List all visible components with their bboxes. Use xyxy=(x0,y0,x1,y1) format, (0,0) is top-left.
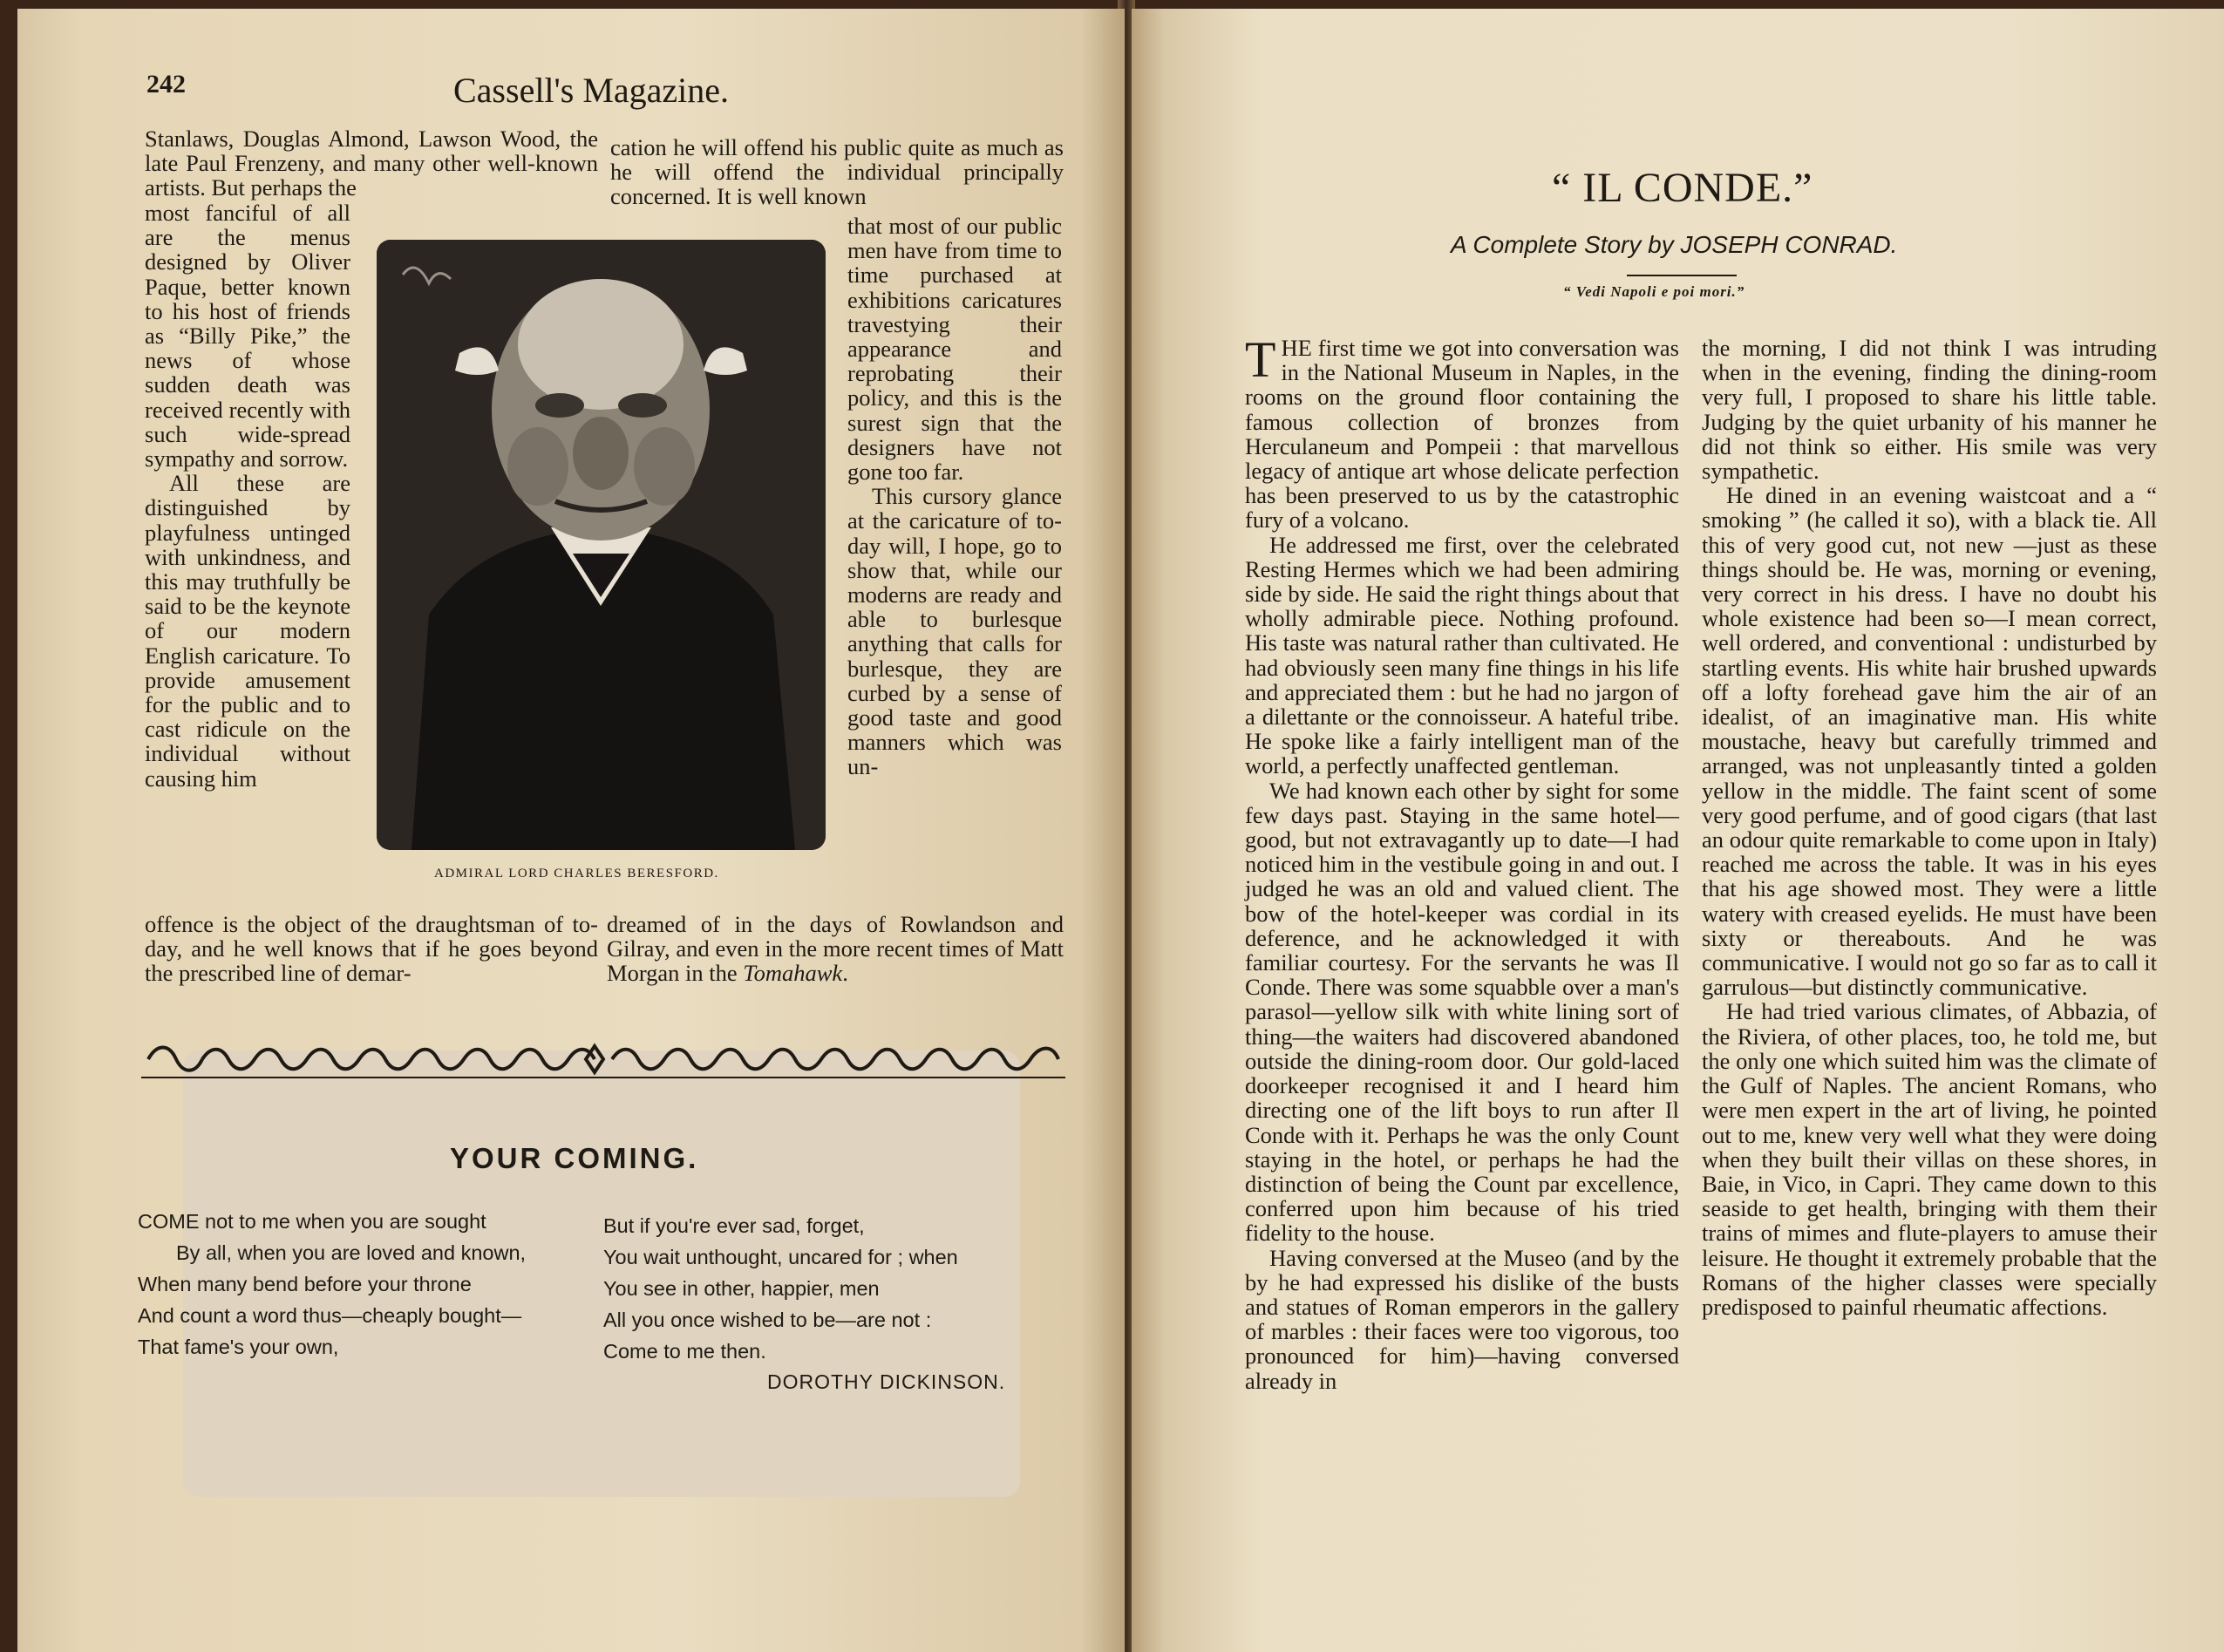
poem-line: You wait unthought, uncared for ; when xyxy=(603,1246,958,1268)
poem-line: And count a word thus—cheaply bought— xyxy=(138,1304,522,1327)
col1-top-text: Stanlaws, Douglas Almond, Lawson Wood, the late Paul Frenzeny, and many other well-known artists. But perhaps the xyxy=(145,126,598,201)
story-column-1 xyxy=(1245,331,1679,1394)
story-title: “ IL CONDE.” xyxy=(1552,165,1813,211)
paragraph: Having conversed at the Museo (and by the by he had expressed his dislike of the busts and statues of Roman emperors in the gallery of marbles : their faces were too vigorous, too pronounced for him)—having conversed already in xyxy=(1245,1244,1679,1394)
paragraph: that most of our public men have from time to time purchased at exhibitions caricatures travestying their appearance and reprobating their policy, and this is the surest sign that the designers have not gone too far. xyxy=(847,213,1062,486)
poem-author: DOROTHY DICKINSON. xyxy=(767,1370,1006,1393)
poem-line: COME not to me when you are sought xyxy=(138,1210,486,1233)
poem-title: YOUR COMING. xyxy=(450,1142,699,1174)
caricature-portrait-drawing xyxy=(377,240,826,850)
poem-stanza-right xyxy=(603,1210,1039,1367)
decorative-border-ornament xyxy=(141,1039,1065,1079)
story-epigraph: “ Vedi Napoli e poi mori.” xyxy=(1563,283,1745,300)
running-head: Cassell's Magazine. xyxy=(453,71,730,110)
paragraph: We had known each other by sight for some few days past. Staying in the same hotel—good, but not extravagantly up to date—I had noticed him in the vestibule going in and out. I judged he was an old and valued client. The bow of the hotel-keeper was cordial in its deference, and he acknowledged it with familiar courtesy. For the servants he was Il Conde. There was some squabble over a man's parasol—yellow silk with white lining sort of thing—the waiters had discovered abandoned outside the dining-room door. Our gold-laced doorkeeper recognised it and I heard him directing one of the lift boys to run after Il Conde with it. Perhaps he was the only Count staying in the hotel, or perhaps he had the distinction of being the Count par excellence, conferred upon him because of his tried fidelity to the house. xyxy=(1245,777,1679,1247)
paragraph: All these are distinguished by playfulness untinged with unkindness, and this may truthfully be said to be the keynote of our modern English caricature. To provide amusement for the public and to cast ridicule on the individual without causing him xyxy=(145,470,350,792)
col1-bottom-text: offence is the object of the draughtsman of to-day, and he well knows that if he goes beyond the prescribed line of demar- xyxy=(145,911,598,987)
caricature-illustration xyxy=(377,240,826,850)
paragraph: He addressed me first, over the celebrated Resting Hermes which we had been admiring side by side. He said the right things about that wholly admirable piece. Nothing profound. His taste was natural rather than cultivated. He had obviously seen many fine things in his life and appreciated them : but he had no jargon of a dilettante or the connoisseur. A hateful tribe. He spoke like a fairly intelligent man of the world, a perfectly unaffected gentleman. xyxy=(1245,531,1679,779)
poem-line: But if you're ever sad, forget, xyxy=(603,1214,865,1237)
left-page xyxy=(17,9,1125,1652)
poem-line: By all, when you are loved and known, xyxy=(176,1241,527,1264)
col2-narrow-text xyxy=(847,214,1062,779)
story-column-2 xyxy=(1702,336,2157,1319)
right-page xyxy=(1132,9,2224,1652)
paragraph: He had tried various climates, of Abbazia, of the Riviera, of other places, too, he told me, but the only one which suited him was the climate of the Gulf of Naples. The ancient Romans, who were men expert in the art of living, he pointed out to me, knew very well what they were doing when they built their villas on these shores, in Baie, in Vico, in Capri. They came down to this seaside to get health, bringing with them their trains of mimes and flute-players to amuse their leisure. He thought it extremely probable that the Romans of the higher classes were specially predisposed to painful rheumatic affections. xyxy=(1702,998,2157,1320)
col2-bottom-text: dreamed of in the days of Rowlandson and Gilray, and even in the more recent times of Matt Morgan in the Tomahawk. xyxy=(607,911,1064,987)
illustration-caption: ADMIRAL LORD CHARLES BERESFORD. xyxy=(434,867,719,880)
poem-line: Come to me then. xyxy=(603,1340,766,1363)
drop-cap: T xyxy=(1245,331,1276,388)
page-number: 242 xyxy=(146,70,186,99)
poem-stanza-left xyxy=(138,1206,609,1363)
title-rule xyxy=(1627,275,1737,276)
paragraph: He dined in an evening waistcoat and a “ smoking ” (he called it so), with a black tie. All this of very good cut, not new —just as these things should be. He was, morning or evening, very correct in his dress. I have no doubt his whole existence had been so—I mean correct, well ordered, and conventional : undisturbed by startling events. His white hair brushed upwards off a lofty forehead gave him the air of an idealist, of an imaginative man. His white moustache, heavy but carefully trimmed and arranged, was not unpleasantly tinted a golden yellow in the middle. The faint scent of some very good perfume, and of good cigars (that last an odour quite remarkable to come upon in Italy) reached me across the table. It was in his eyes that his age showed most. They were a little watery with creased eyelids. He must have been sixty or thereabouts. And he was communicative. I would not go so far as to call it garrulous—but distinctly communicative. xyxy=(1702,482,2157,1001)
story-byline: A Complete Story by JOSEPH CONRAD. xyxy=(1451,231,1898,258)
poem-line: You see in other, happier, men xyxy=(603,1277,880,1300)
paragraph: This cursory glance at the caricature of to-day will, I hope, go to show that, while our moderns are ready and able to burlesque anything that calls for burlesque, they are curbed by a sense of good taste and good manners which was un- xyxy=(847,483,1062,780)
paragraph: the morning, I did not think I was intruding when in the evening, finding the dining-room very full, I proposed to share his little table. Judging by the quiet urbanity of his manner he did not think so either. His smile was very sympathetic. xyxy=(1702,335,2157,485)
poem-line: All you once wished to be—are not : xyxy=(603,1309,932,1331)
poem-line: That fame's your own, xyxy=(138,1336,339,1358)
col1-narrow-text xyxy=(145,201,350,791)
poem-line: When many bend before your throne xyxy=(138,1273,472,1295)
col2-top-text: cation he will offend his public quite as much as he will offend the individual principally concerned. It is well known xyxy=(610,134,1064,210)
paragraph: THE first time we got into conversation was in the National Museum in Naples, in the rooms on the ground floor containing the famous collection of bronzes from Herculaneum and Pompeii : that marvellous legacy of antique art whose delicate perfection has been preserved to us by the catastrophic fury of a volcano. xyxy=(1245,331,1679,534)
paragraph: most fanciful of all are the menus designed by Oliver Paque, better known to his host of friends as “Billy Pike,” the news of whose sudden death was received recently with such wide-spread sympathy and sorrow. xyxy=(145,200,350,472)
